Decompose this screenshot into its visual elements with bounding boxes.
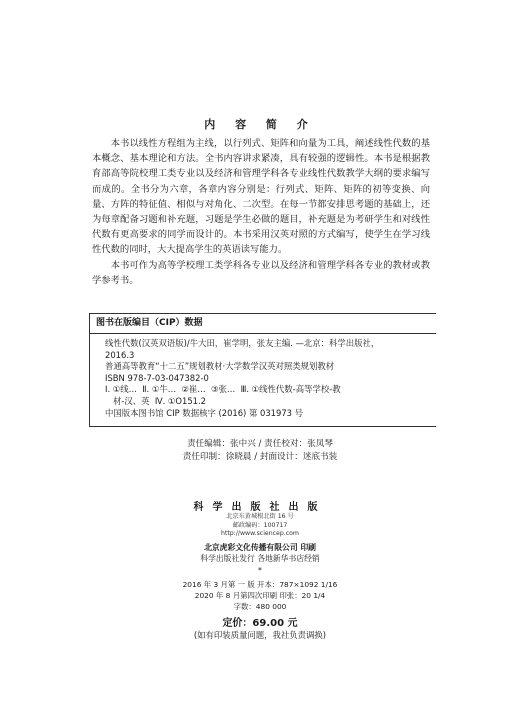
intro-paragraph: 本书以线性方程组为主线，以行列式、矩阵和向量为工具，阐述线性代数的基本概念、基本理论和方法。全书内容讲求紧凑，具有较强的逻辑性。本书是根据教育部高等院校理工类专业以及经济和管理学科各专业线性代数教学大纲的要求编写而成的。全书分为六章，各章内容分别是：行列式、矩阵、矩阵的初等变换、向量、方阵的特征值、相似与对角化、二次型。在每一节都安排思考题的基础上，还为每章配备习题和补充题，习题是学生必做的题目，补充题是为考研学生和对线性代数有更高要求的同学而设计的。本书采用汉英对照的方式编写，使学生在学习线性代数的同时，大大提高学生的英语读写能力。 bbox=[92, 138, 430, 256]
distribution-line: 科学出版社发行 各地新华书店经销 bbox=[200, 554, 320, 563]
editors-line: 责任编辑：张中兴 / 责任校对：张凤琴 bbox=[187, 439, 333, 449]
cip-header: 图书在版编目（CIP）数据 bbox=[90, 314, 436, 334]
cip-data-box bbox=[89, 313, 436, 427]
publisher-website: http://www.sciencep.com bbox=[221, 530, 299, 537]
intro-title: 内 容 简 介 bbox=[204, 118, 316, 131]
quality-note: (如有印装质量问题，我社负责调换) bbox=[193, 630, 327, 640]
cip-lines bbox=[90, 334, 436, 419]
cip-line: 线性代数(汉英双语版)/牛大田，崔学明，张友主编. —北京：科学出版社， bbox=[105, 338, 380, 348]
cip-line: 2016.3 bbox=[105, 349, 135, 360]
price: 定价：69.00 元 bbox=[222, 618, 298, 629]
edition-line: 2016 年 3 月第 一 版 开本：787×1092 1/16 bbox=[182, 580, 338, 589]
publisher-address: 北京东黄城根北街 16 号 bbox=[226, 513, 294, 520]
cip-line: 材-汉、英 Ⅳ. ①O151.2 bbox=[113, 395, 206, 406]
cip-line: 中国版本图书馆 CIP 数据核字 (2016) 第 031973 号 bbox=[105, 407, 304, 418]
intro-paragraph: 本书可作为高等学校理工类学科各专业以及经济和管理学科各专业的教材或教学参考书。 bbox=[92, 259, 430, 286]
cip-line: 普通高等教育“十二五”规划教材·大学数学汉英对照类规划教材 bbox=[105, 361, 335, 372]
separator-star: * bbox=[258, 565, 262, 575]
cip-line: ISBN 978-7-03-047382-0 bbox=[105, 372, 209, 383]
edition-line: 2020 年 8 月第四次印刷 印张：20 1/4 bbox=[194, 591, 326, 600]
printer-line: 北京虎彩文化传播有限公司 印刷 bbox=[204, 542, 316, 552]
publisher-block bbox=[0, 498, 520, 641]
publisher-postcode: 邮政编码：100717 bbox=[232, 521, 288, 529]
cip-line: Ⅰ. ①线… Ⅱ. ①牛… ②崔… ③张… Ⅲ. ①线性代数-高等学校-教 bbox=[105, 384, 341, 395]
editors-line: 责任印制：徐晓晨 / 封面设计：迷底书装 bbox=[182, 452, 338, 462]
publisher-name: 科学出版社出版 bbox=[193, 502, 327, 513]
intro-body bbox=[92, 136, 430, 288]
editors-block bbox=[0, 438, 520, 464]
word-count: 字数：480 000 bbox=[233, 602, 287, 611]
